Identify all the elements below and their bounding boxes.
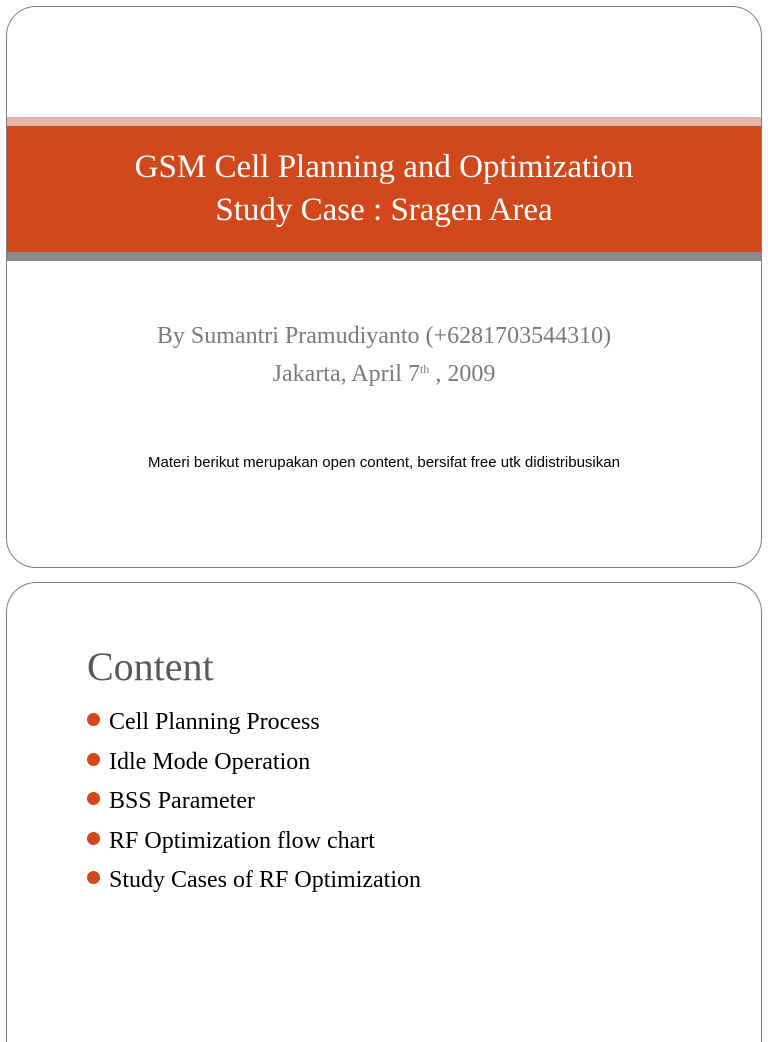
bullet-dot-icon <box>87 832 100 845</box>
content-list <box>87 703 421 901</box>
bullet-dot-icon <box>87 871 100 884</box>
list-item-label: RF Optimization flow chart <box>109 827 375 854</box>
slide-title-line-1: GSM Cell Planning and Optimization <box>134 149 634 185</box>
bullet-dot-icon <box>87 792 100 805</box>
list-item-label: Study Cases of RF Optimization <box>109 867 421 894</box>
list-item <box>87 743 421 783</box>
bullet-dot-icon <box>87 713 100 726</box>
title-slide <box>6 6 762 568</box>
content-heading: Content <box>87 644 214 689</box>
title-bottom-stripe <box>7 252 761 261</box>
list-item <box>87 822 421 862</box>
date-line <box>7 355 761 393</box>
list-item-label: BSS Parameter <box>109 788 255 815</box>
list-item <box>87 782 421 822</box>
list-item-label: Cell Planning Process <box>109 709 320 736</box>
author-line: By Sumantri Pramudiyanto (+6281703544310) <box>156 323 612 349</box>
title-band <box>7 126 761 252</box>
title-top-stripe <box>7 117 761 126</box>
list-item <box>87 861 421 901</box>
subtitle-block <box>7 317 761 393</box>
bullet-dot-icon <box>87 753 100 766</box>
date-superscript: th <box>419 362 430 376</box>
date-suffix: , 2009 <box>429 361 496 387</box>
open-content-note: Materi berikut merupakan open content, bersifat free utk didistribusikan <box>148 454 620 471</box>
slide-title-line-2: Study Case : Sragen Area <box>215 192 553 228</box>
content-slide <box>6 582 762 1042</box>
list-item <box>87 703 421 743</box>
date-prefix: Jakarta, April 7 <box>272 361 420 387</box>
list-item-label: Idle Mode Operation <box>109 748 311 775</box>
